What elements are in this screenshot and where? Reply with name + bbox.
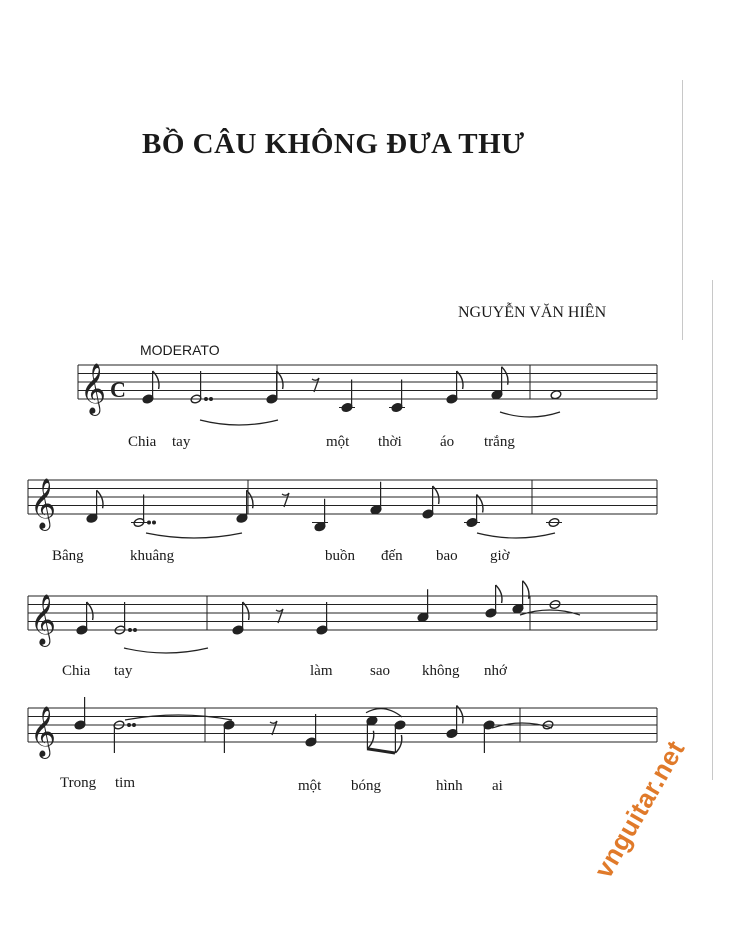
- treble-clef-icon: 𝄞: [30, 478, 57, 529]
- lyric-word: một: [298, 778, 322, 794]
- lyric-word: Trong: [60, 775, 97, 791]
- lyric-word: nhớ: [484, 663, 507, 679]
- note-dot: [205, 398, 208, 401]
- lyric-word: bao: [436, 548, 458, 564]
- lyric-word: sao: [370, 663, 390, 679]
- lyric-word: giờ: [490, 548, 510, 564]
- beam: [367, 749, 395, 753]
- lyric-word: không: [422, 663, 460, 679]
- eighth-rest-icon: [276, 609, 283, 623]
- song-title: BỒ CÂU KHÔNG ĐƯA THƯ: [142, 128, 525, 160]
- note-dot: [134, 629, 137, 632]
- tempo-marking: MODERATO: [140, 342, 220, 358]
- lyric-word: tay: [114, 663, 133, 679]
- treble-clef-icon: 𝄞: [30, 594, 57, 645]
- note-flag: [496, 585, 502, 603]
- lyric-word: buồn: [325, 548, 355, 564]
- treble-clef-icon: 𝄞: [80, 363, 107, 414]
- lyric-word: tim: [115, 775, 136, 791]
- lyric-word: làm: [310, 663, 333, 679]
- eighth-rest-icon: [282, 493, 289, 507]
- watermark-logo: vnguitar.net: [588, 735, 691, 883]
- lyric-word: áo: [440, 434, 455, 450]
- time-signature: C: [110, 377, 126, 402]
- lyric-word: Chia: [128, 434, 157, 450]
- lyric-word: Chia: [62, 663, 91, 679]
- lyric-word: ai: [492, 778, 503, 794]
- lyric-word: trắng: [484, 434, 515, 450]
- composer-name: NGUYỄN VĂN HIÊN: [458, 304, 607, 321]
- note-dot: [148, 521, 151, 524]
- tie: [500, 412, 560, 417]
- note-dot: [133, 724, 136, 727]
- note-flag: [395, 735, 401, 753]
- lyric-word: thời: [378, 434, 402, 450]
- tie: [146, 533, 242, 538]
- lyric-word: một: [326, 434, 350, 450]
- lyric-word: Bâng: [52, 548, 84, 564]
- lyric-word: bóng: [351, 778, 381, 794]
- eighth-rest-icon: [312, 378, 319, 392]
- tie: [477, 533, 555, 538]
- note-dot: [128, 724, 131, 727]
- tie: [200, 420, 278, 425]
- lyric-word: hình: [436, 778, 463, 794]
- lyric-word: khuâng: [130, 548, 175, 564]
- lyric-word: đến: [381, 548, 403, 564]
- tie: [124, 648, 208, 653]
- slur: [366, 709, 402, 717]
- note-head: [550, 390, 562, 400]
- lyric-word: tay: [172, 434, 191, 450]
- note-dot: [210, 398, 213, 401]
- eighth-rest-icon: [270, 721, 277, 735]
- tie: [125, 715, 232, 720]
- treble-clef-icon: 𝄞: [30, 706, 57, 757]
- note-dot: [129, 629, 132, 632]
- note-dot: [153, 521, 156, 524]
